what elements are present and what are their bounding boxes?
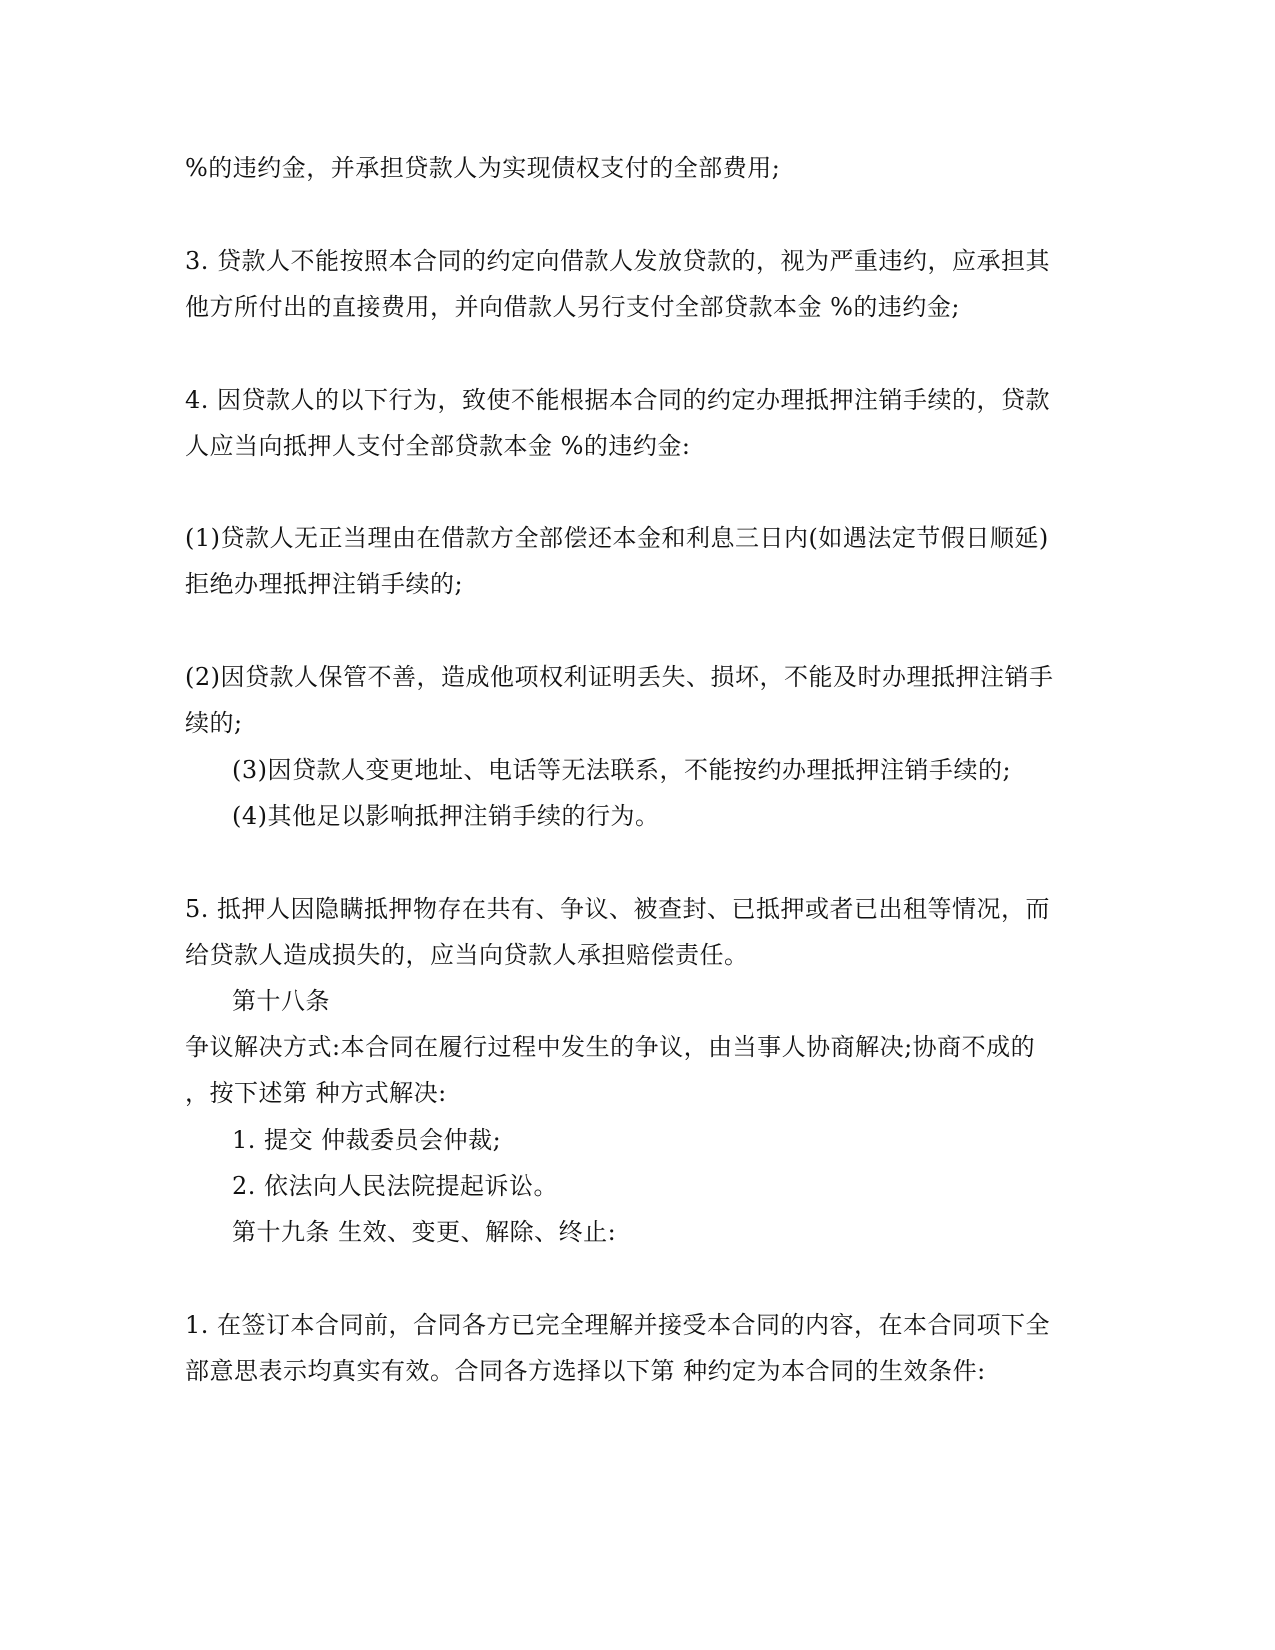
item-2-line-1: (2)因贷款人保管不善，造成他项权利证明丢失、损坏，不能及时办理抵押注销手 (185, 663, 1054, 691)
effectiveness-line-2: 部意思表示均真实有效。合同各方选择以下第 种约定为本合同的生效条件: (185, 1357, 986, 1385)
dispute-option-1: 1. 提交 仲裁委员会仲裁; (232, 1126, 502, 1154)
item-4: (4)其他足以影响抵押注销手续的行为。 (232, 802, 660, 830)
clause-5-line-1: 5. 抵押人因隐瞒抵押物存在共有、争议、被查封、已抵押或者已出租等情况，而 (185, 895, 1051, 923)
clause-5-line-2: 给贷款人造成损失的，应当向贷款人承担赔偿责任。 (185, 941, 749, 969)
item-1-line-1: (1)贷款人无正当理由在借款方全部偿还本金和利息三日内(如遇法定节假日顺延) (185, 524, 1049, 552)
clause-4-line-2: 人应当向抵押人支付全部贷款本金 %的违约金: (185, 432, 691, 460)
clause-3-line-1: 3. 贷款人不能按照本合同的约定向借款人发放贷款的，视为严重违约，应承担其 (185, 247, 1051, 275)
clause-4-line-1: 4. 因贷款人的以下行为，致使不能根据本合同的约定办理抵押注销手续的，贷款 (185, 386, 1051, 414)
effectiveness-line-1: 1. 在签订本合同前，合同各方已完全理解并接受本合同的内容，在本合同项下全 (185, 1311, 1051, 1339)
text-line: %的违约金，并承担贷款人为实现债权支付的全部费用; (185, 154, 781, 182)
item-1-line-2: 拒绝办理抵押注销手续的; (185, 570, 464, 598)
clause-3-line-2: 他方所付出的直接费用，并向借款人另行支付全部贷款本金 %的违约金; (185, 293, 961, 321)
dispute-resolution-line-1: 争议解决方式:本合同在履行过程中发生的争议，由当事人协商解决;协商不成的 (185, 1033, 1036, 1061)
article-19-heading: 第十九条 生效、变更、解除、终止: (232, 1218, 617, 1246)
dispute-option-2: 2. 依法向人民法院提起诉讼。 (232, 1172, 559, 1200)
item-3: (3)因贷款人变更地址、电话等无法联系，不能按约办理抵押注销手续的; (232, 756, 1012, 784)
article-18-heading: 第十八条 (232, 987, 330, 1015)
item-2-line-2: 续的; (185, 709, 243, 737)
dispute-resolution-line-2: ，按下述第 种方式解决: (185, 1079, 447, 1107)
